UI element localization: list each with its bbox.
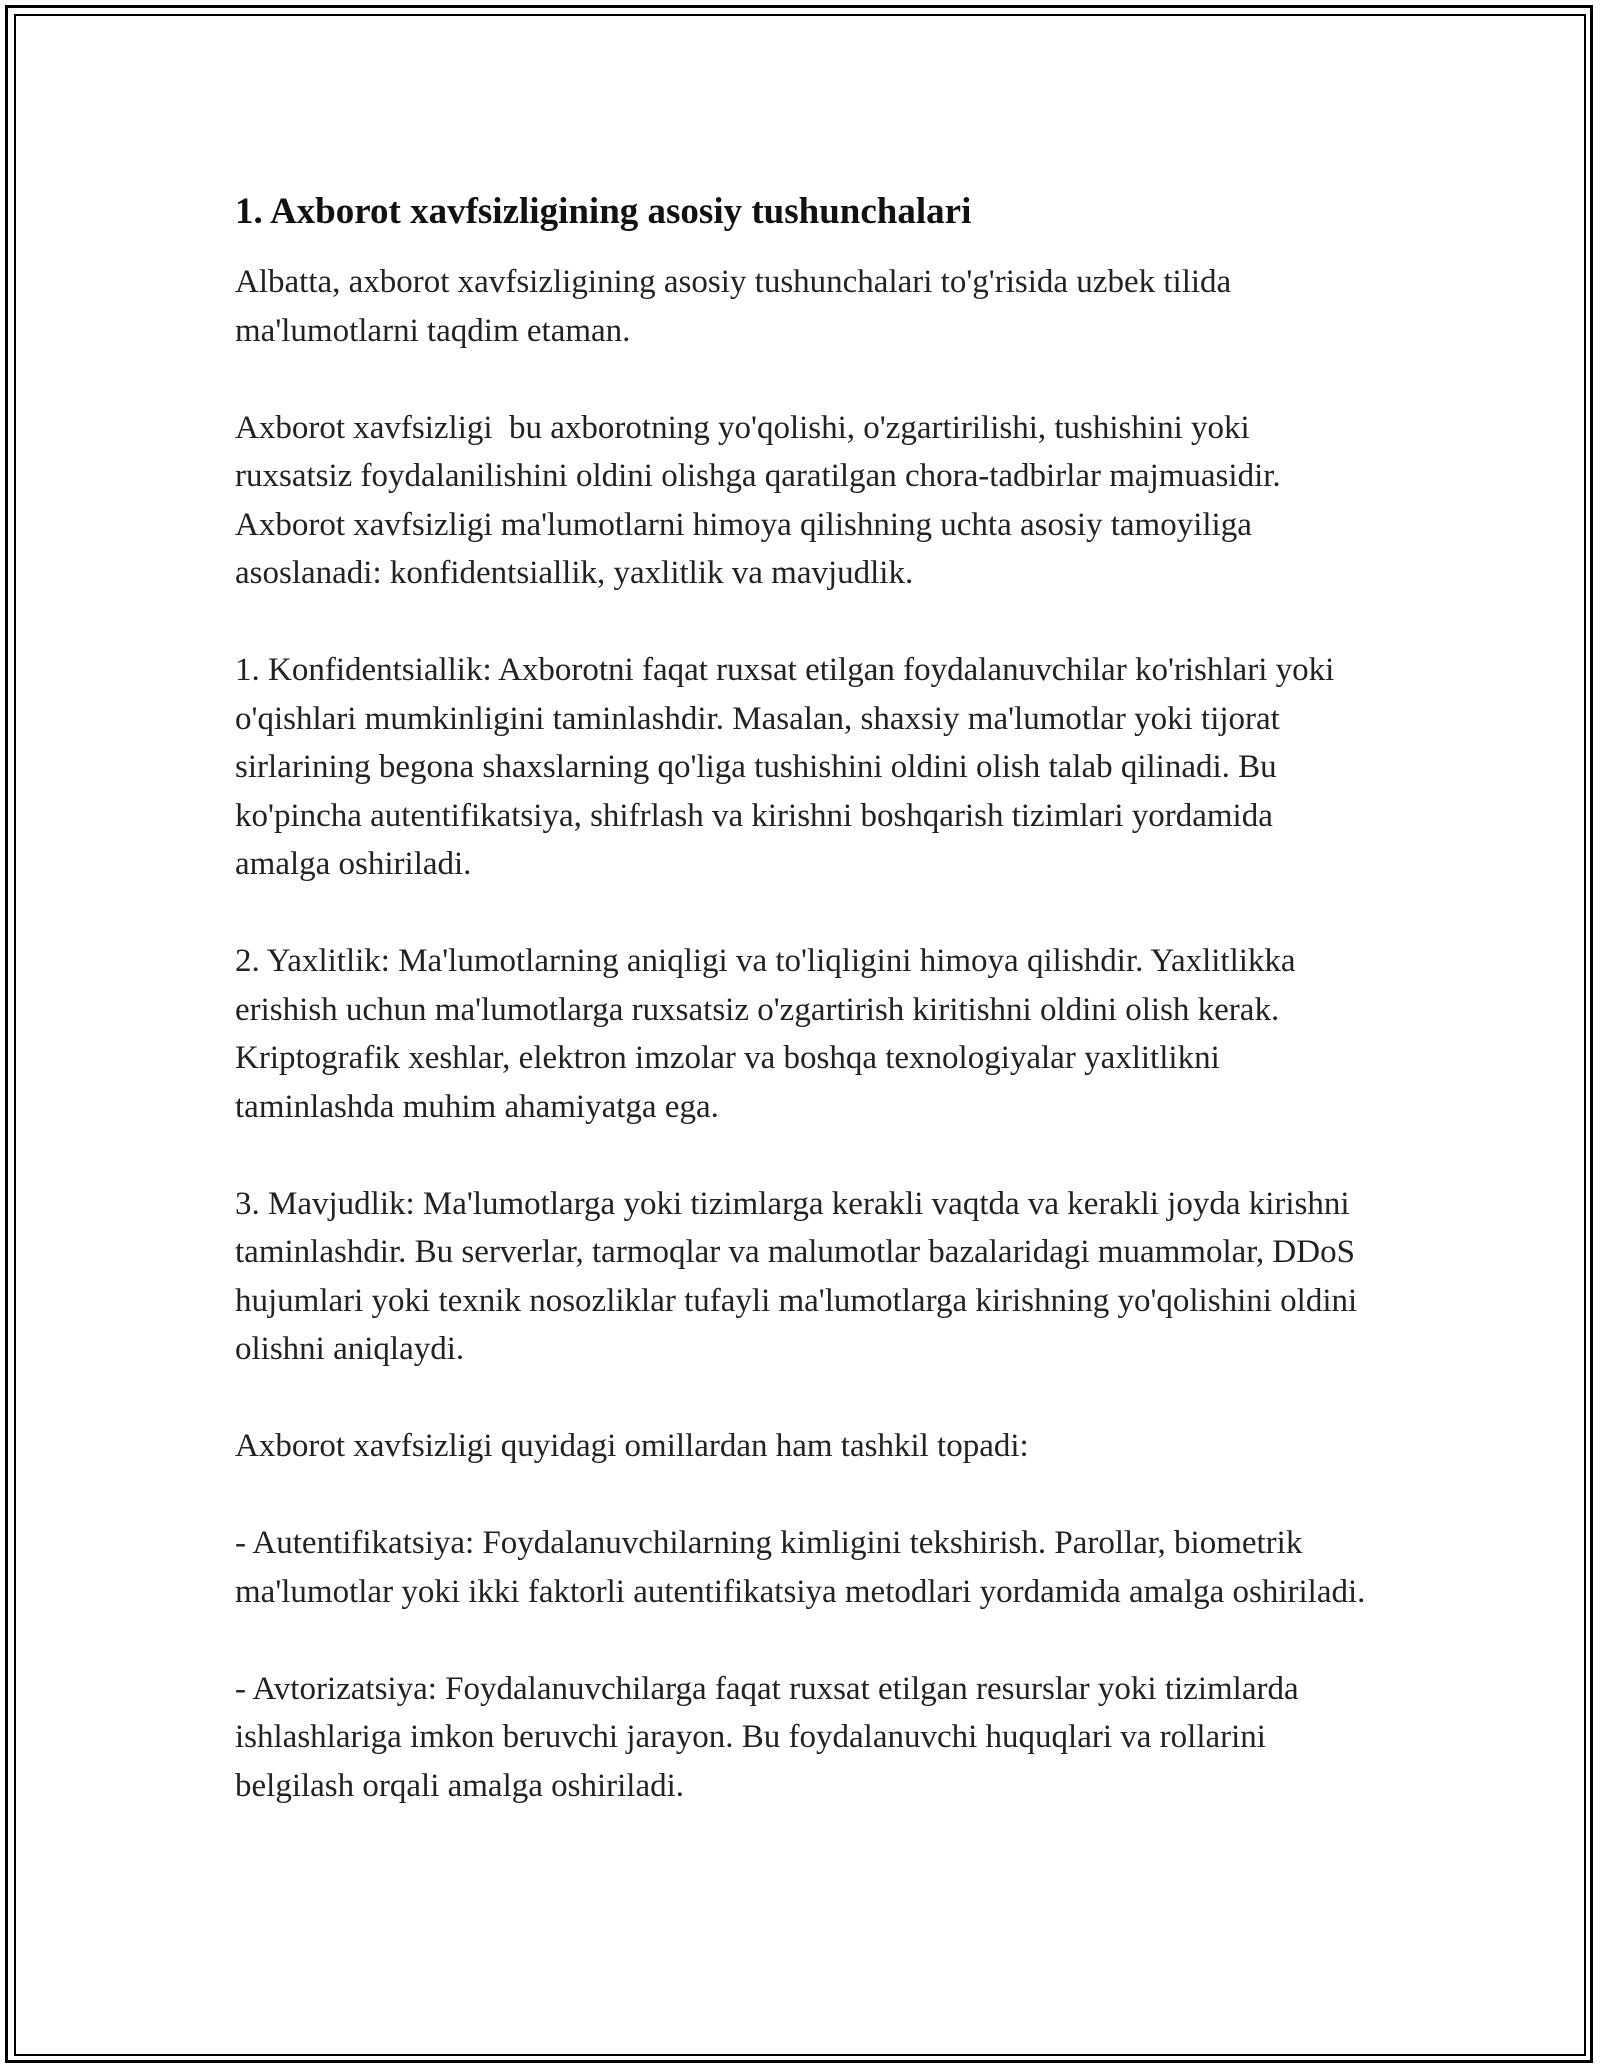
authentication-paragraph: - Autentifikatsiya: Foydalanuvchilarning kimligini tekshirish. Parollar, biometrik ma'lumotlar yoki ikki faktorli autentifikatsiya metodlari yordamida amalga oshiriladi. <box>235 1525 1366 1610</box>
integrity-paragraph: 2. Yaxlitlik: Ma'lumotlarning aniqligi va to'liqligini himoya qilishdir. Yaxlitlikka erishish uchun ma'lumotlarga ruxsatsiz o'zgartirish kiritishni oldini olish kerak. Kriptografik xeshlar, elektron imzolar va boshqa texnologiyalar yaxlitlikni taminlashda muhim ahamiyatga ega. <box>235 943 1304 1125</box>
confidentiality-paragraph: 1. Konfidentsiallik: Axborotni faqat ruxsat etilgan foydalanuvchilar ko'rishlari yoki o'qishlari mumkinligini taminlashdir. Masalan, shaxsiy ma'lumotlar yoki tijorat sirlarining begona shaxslarning qo'liga tushishini oldini olish talab qilinadi. Bu ko'pincha autentifikatsiya, shifrlash va kirishni boshqarish tizimlari yordamida amalga oshiriladi. <box>235 652 1343 882</box>
factors-intro-paragraph: Axborot xavfsizligi quyidagi omillardan ham tashkil topadi: <box>235 1428 1029 1464</box>
intro-paragraph: Albatta, axborot xavfsizligining asosiy tushunchalari to'g'risida uzbek tilida ma'lumotlarni taqdim etaman. <box>235 264 1240 349</box>
availability-paragraph: 3. Mavjudlik: Ma'lumotlarga yoki tizimlarga kerakli vaqtda va kerakli joyda kirishni taminlashdir. Bu serverlar, tarmoqlar va malumotlar bazalaridagi muammolar, DDoS hujumlari yoki texnik nosozliklar tufayli ma'lumotlarga kirishning yo'qolishini oldini olishni aniqlaydi. <box>235 1185 1366 1367</box>
authorization-paragraph: - Avtorizatsiya: Foydalanuvchilarga faqat ruxsat etilgan resurslar yoki tizimlarda ishlashlariga imkon beruvchi jarayon. Bu foydalanuvchi huquqlari va rollarini belgilash orqali amalga oshiriladi. <box>235 1670 1307 1804</box>
document-body <box>235 188 1375 1859</box>
definition-paragraph: Axborot xavfsizligi bu axborotning yo'qolishi, o'zgartirilishi, tushishini yoki ruxsatsiz foydalanilishini oldini olishga qaratilgan chora-tadbirlar majmuasidir. Axborot xavfsizligi ma'lumotlarni himoya qilishning uchta asosiy tamoyiliga asoslanadi: konfidentsiallik, yaxlitlik va mavjudlik. <box>235 409 1288 591</box>
document-title: 1. Axborot xavfsizligining asosiy tushunchalari <box>235 191 972 232</box>
